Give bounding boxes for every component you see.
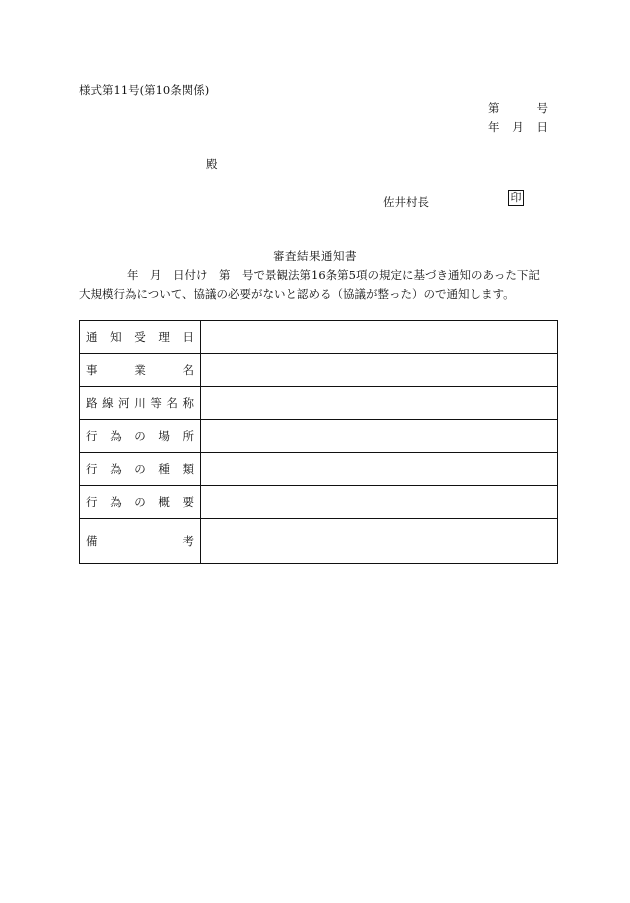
row-value[interactable] (201, 354, 558, 387)
label-char: 種 (158, 462, 170, 476)
label-char: 備 (86, 534, 98, 548)
label-char: 路 (86, 396, 98, 410)
table-row (80, 387, 558, 420)
table-row (80, 354, 558, 387)
row-label (80, 387, 201, 420)
label-char: の (134, 462, 146, 476)
date-day: 日 (536, 120, 548, 134)
label-char: 考 (182, 534, 194, 548)
label-char: 概 (158, 495, 170, 509)
label-char: 知 (110, 330, 122, 344)
document-title: 審査結果通知書 (273, 249, 357, 263)
row-label (80, 486, 201, 519)
body-text (79, 266, 559, 304)
table-row (80, 519, 558, 564)
label-char: 事 (86, 363, 98, 377)
label-char: 川 (134, 396, 146, 410)
row-value[interactable] (201, 519, 558, 564)
sender-name: 佐井村長 (383, 195, 429, 209)
label-char: 要 (182, 495, 194, 509)
body-line-1: 年 月 日付け 第 号で景観法第16条第5項の規定に基づき通知のあった下記 (127, 268, 540, 282)
label-char: 為 (110, 462, 122, 476)
table-row (80, 486, 558, 519)
document-date (488, 119, 548, 135)
row-value[interactable] (201, 486, 558, 519)
label-char: 等 (150, 396, 162, 410)
label-char: 日 (182, 330, 194, 344)
document-number (488, 100, 548, 116)
table-row (80, 420, 558, 453)
row-value[interactable] (201, 420, 558, 453)
body-line-2: 大規模行為について、協議の必要がないと認める（協議が整った）ので通知します。 (79, 287, 515, 301)
form-number: 様式第11号(第10条関係) (79, 83, 210, 97)
label-char: 行 (86, 495, 98, 509)
row-label (80, 519, 201, 564)
doc-no-prefix: 第 (488, 101, 500, 115)
row-value[interactable] (201, 321, 558, 354)
label-char: 名 (166, 396, 178, 410)
row-label (80, 453, 201, 486)
label-char: 為 (110, 495, 122, 509)
seal-box: 印 (508, 190, 524, 206)
row-value[interactable] (201, 387, 558, 420)
label-char: 称 (182, 396, 194, 410)
row-label (80, 354, 201, 387)
label-char: 河 (118, 396, 130, 410)
date-month: 月 (512, 120, 524, 134)
label-char: 受 (134, 330, 146, 344)
label-char: の (134, 495, 146, 509)
label-char: 業 (134, 363, 146, 377)
label-char: 線 (102, 396, 114, 410)
label-char: の (134, 429, 146, 443)
row-label (80, 420, 201, 453)
label-char: 行 (86, 429, 98, 443)
label-char: 場 (158, 429, 170, 443)
label-char: 理 (158, 330, 170, 344)
table-row (80, 453, 558, 486)
label-char: 為 (110, 429, 122, 443)
info-table (79, 320, 558, 564)
label-char: 行 (86, 462, 98, 476)
row-label (80, 321, 201, 354)
addressee-honorific: 殿 (206, 157, 218, 171)
label-char: 類 (182, 462, 194, 476)
date-year: 年 (488, 120, 500, 134)
label-char: 通 (86, 330, 98, 344)
row-value[interactable] (201, 453, 558, 486)
label-char: 所 (182, 429, 194, 443)
table-row (80, 321, 558, 354)
doc-no-suffix: 号 (536, 101, 548, 115)
label-char: 名 (182, 363, 194, 377)
